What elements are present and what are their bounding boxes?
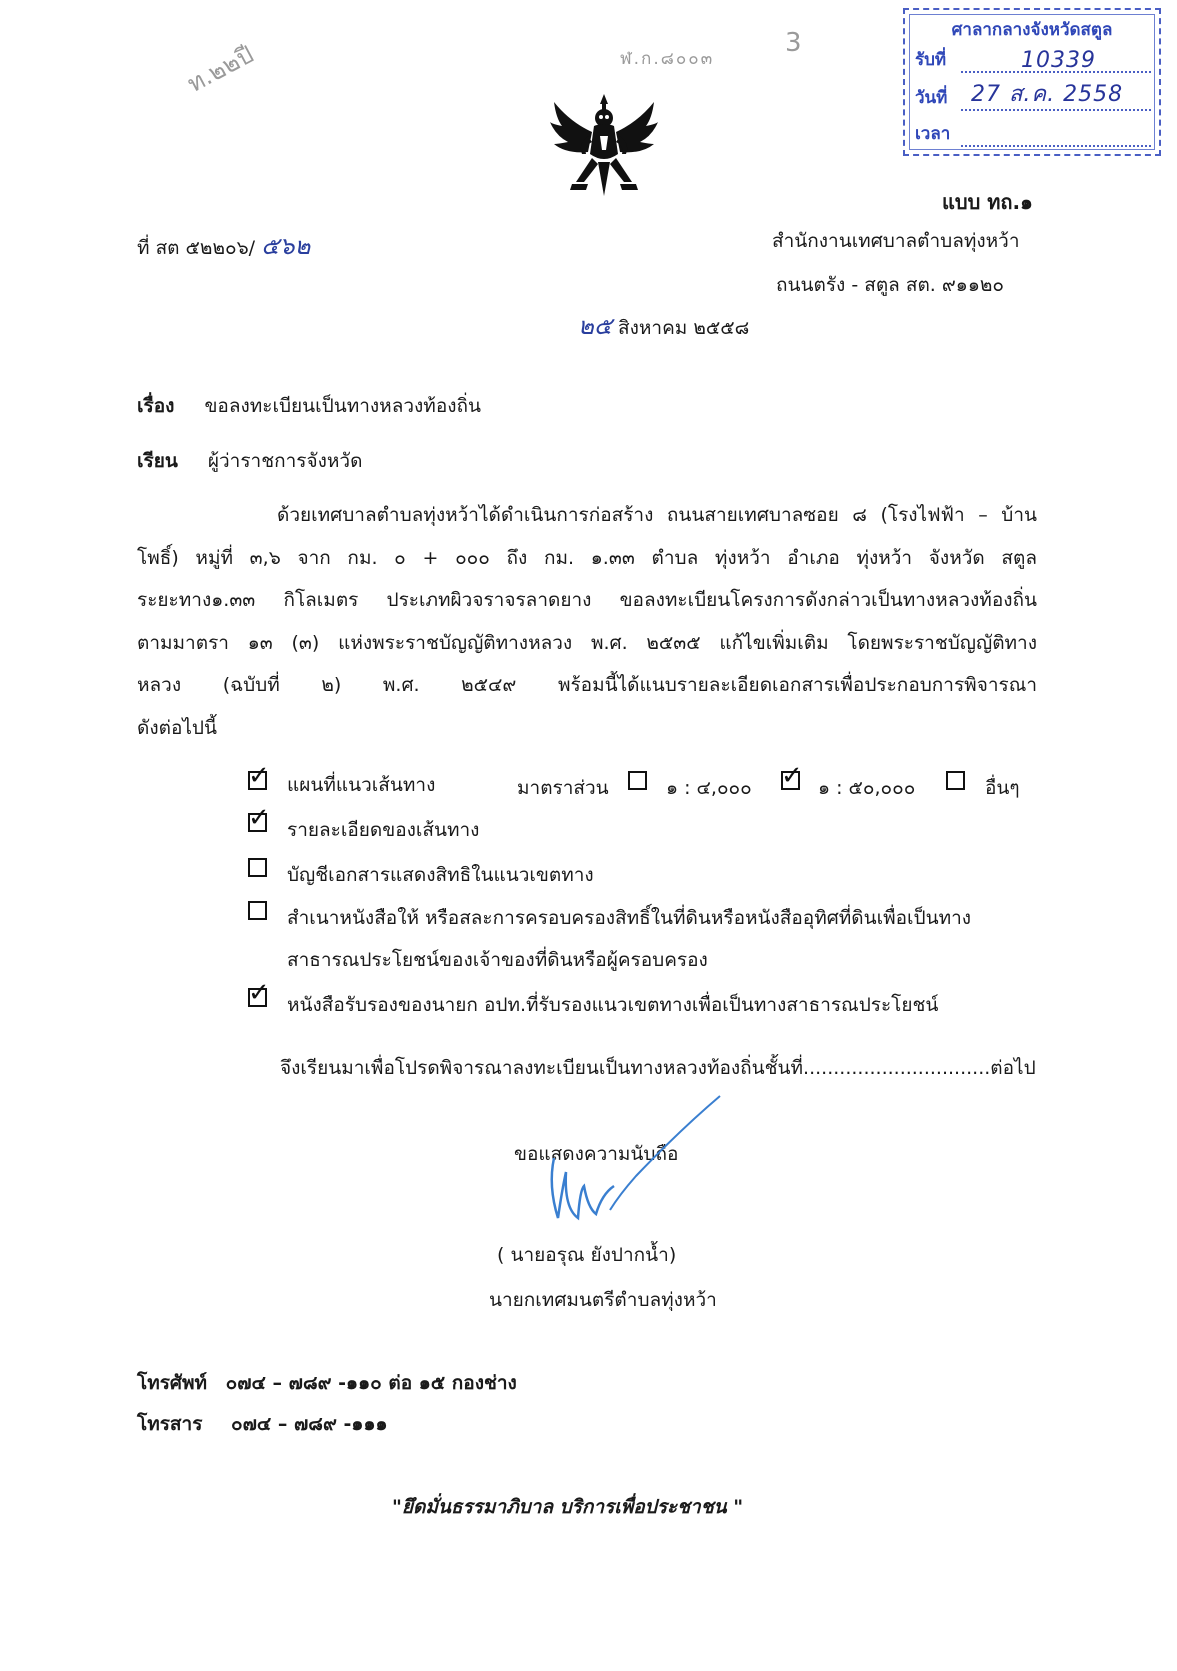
checkmark-icon: ✓ [248, 978, 270, 1008]
closing-regards: ขอแสดงความนับถือ [514, 1143, 679, 1165]
letter-date [578, 306, 749, 345]
scale-1-50000-label: ๑ : ๕๐,๐๐๐ [818, 777, 916, 799]
fax-value: ๐๗๔ – ๗๘๙ -๑๑๑ [231, 1413, 388, 1435]
checkmark-icon: ✓ [781, 761, 803, 791]
reference-pencil-note: ฬ.ก.๘๐๐๓ [620, 49, 715, 69]
fax-label: โทรสาร [137, 1413, 203, 1435]
attachment-route-details-label: รายละเอียดของเส้นทาง [287, 819, 480, 841]
stamp-time-label: เวลา [915, 124, 951, 144]
checkbox-rights-documents[interactable] [248, 858, 267, 877]
checkbox-land-donation-copy[interactable] [248, 901, 267, 920]
attachment-mayor-certification-label: หนังสือรับรองของนายก อปท.ที่รับรองแนวเขตทางเพื่อเป็นทางสาธารณประโยชน์ [287, 994, 939, 1016]
checkbox-scale-1-4000[interactable] [628, 771, 647, 790]
checkbox-scale-other[interactable] [946, 771, 965, 790]
reference-handwritten-number: ๕๖๒ [261, 232, 311, 260]
office-address: ถนนตรัง - สตูล สต. ๙๑๑๒๐ [776, 274, 1005, 296]
subject-text: ขอลงทะเบียนเป็นทางหลวงท้องถิ่น [204, 395, 481, 417]
attachment-route-map-label: แผนที่แนวเส้นทาง [287, 774, 436, 796]
checkbox-mayor-certification[interactable] [248, 978, 270, 1008]
page-number-mark: 3 [785, 28, 802, 58]
stamp-date-value: 27 ส.ค. 2558 [971, 82, 1124, 107]
body-line: ตามมาตรา ๑๓ (๓) แห่งพระราชบัญญัติทางหลวง พ.ศ. ๒๕๓๕ แก้ไขเพิ่มเติม โดยพระราชบัญญัติทาง [137, 631, 1037, 654]
body-line: ระยะทาง๑.๓๓ กิโลเมตร ประเภทผิวจราจรลาดยาง ขอลงทะเบียนโครงการดังกล่าวเป็นทางหลวงท้องถิ่น [137, 589, 1037, 611]
date-day-handwritten: ๒๕ [578, 312, 612, 340]
date-month-year: สิงหาคม ๒๕๕๘ [618, 317, 750, 339]
stamp-date-label: วันที่ [915, 88, 948, 108]
subject-label: เรื่อง [137, 395, 175, 417]
checkbox-route-details[interactable] [248, 803, 270, 833]
attachment-rights-documents-label: บัญชีเอกสารแสดงสิทธิในแนวเขตทาง [287, 864, 594, 886]
checkmark-icon: ✓ [248, 803, 270, 833]
scale-label: มาตราส่วน [517, 777, 609, 799]
signature [540, 1090, 730, 1240]
body-line: ดังต่อไปนี้ [137, 716, 217, 739]
signer-name: ( นายอรุณ ยังปากน้ำ) [497, 1244, 677, 1266]
phone-value: ๐๗๔ – ๗๘๙ -๑๑๐ ต่อ ๑๕ กองช่าง [225, 1372, 517, 1394]
fax-line [137, 1409, 388, 1439]
garuda-emblem [548, 92, 660, 202]
checkmark-icon: ✓ [248, 761, 270, 791]
body-line: หลวง (ฉบับที่ ๒) พ.ศ. ๒๕๔๙ พร้อมนี้ได้แนบรายละเอียดเอกสารเพื่อประกอบการพิจารณา [137, 674, 1037, 696]
reference-number [137, 226, 310, 265]
checkbox-route-map[interactable] [248, 761, 270, 791]
reference-prefix: ที่ สต ๕๒๒๐๖/ [137, 237, 256, 259]
recipient-line [137, 446, 362, 476]
scale-1-4000-label: ๑ : ๔,๐๐๐ [666, 777, 752, 799]
signer-title: นายกเทศมนตรีตำบลทุ่งหว้า [489, 1289, 717, 1311]
attachment-land-donation-label: สำเนาหนังสือให้ หรือสละการครอบครองสิทธิ์ในที่ดินหรือหนังสืออุทิศที่ดินเพื่อเป็นทาง [287, 907, 972, 929]
attachment-land-donation-label-cont: สาธารณประโยชน์ของเจ้าของที่ดินหรือผู้ครอบครอง [287, 949, 708, 971]
scale-other-label: อื่นๆ [985, 777, 1020, 799]
stamp-title: ศาลากลางจังหวัดสตูล [951, 20, 1113, 40]
recipient-label: เรียน [137, 450, 178, 472]
office-name: สำนักงานเทศบาลตำบลทุ่งหว้า [772, 230, 1020, 252]
stamp-received-label: รับที่ [915, 50, 947, 70]
phone-line [137, 1368, 517, 1398]
recipient-text: ผู้ว่าราชการจังหวัด [207, 450, 363, 472]
pencil-annotation: ท.๒๒ปี [182, 40, 259, 99]
body-line: ด้วยเทศบาลตำบลทุ่งหว้าได้ดำเนินการก่อสร้าง ถนนสายเทศบาลซอย ๘ (โรงไฟฟ้า – บ้าน [277, 504, 1037, 526]
stamp-received-number: 10339 [1021, 48, 1096, 73]
closing-request: จึงเรียนมาเพื่อโปรดพิจารณาลงทะเบียนเป็นทางหลวงท้องถิ่นชั้นที่...............................ต่อไป [280, 1057, 1036, 1079]
form-code: แบบ ทถ.๑ [942, 190, 1033, 214]
phone-label: โทรศัพท์ [137, 1372, 208, 1394]
body-line: โพธิ์) หมู่ที่ ๓,๖ จาก กม. ๐ + ๐๐๐ ถึง กม. ๑.๓๓ ตำบล ทุ่งหว้า อำเภอ ทุ่งหว้า จังหวัด สตูล [137, 546, 1037, 569]
motto: "ยึดมั่นธรรมาภิบาล บริการเพื่อประชาชน " [392, 1496, 744, 1518]
checkbox-scale-1-50000[interactable] [781, 761, 803, 791]
body-paragraph [137, 494, 1037, 749]
subject-line [137, 391, 481, 421]
receiving-stamp [903, 8, 1161, 156]
